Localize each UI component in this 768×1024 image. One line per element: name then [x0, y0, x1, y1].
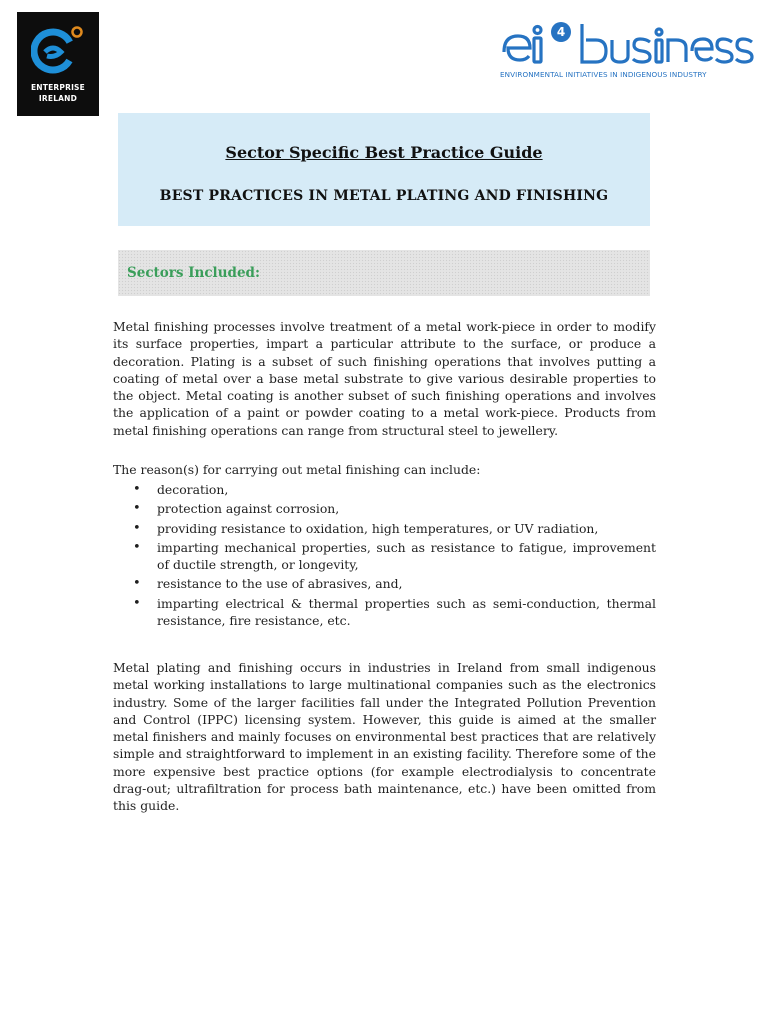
ei-swirl-icon — [31, 24, 85, 80]
list-item: • imparting electrical & thermal properties such as semi-conduction, thermal resistance, fire resistance, etc. — [113, 595, 656, 630]
reasons-list — [113, 481, 656, 631]
sectors-box — [118, 250, 650, 296]
scope-paragraph: Metal plating and finishing occurs in industries in Ireland from small indigenous metal working installations to large multinational companies such as the electronics industry. Some of the larger facilities fall under the Integrated Pollution Prevention and Control (IPPC) licensing system. However, this guide is aimed at the smaller metal finishers and mainly focuses on environmental best practices that are relatively simple and straightforward to implement in an existing facility. Therefore some of the more expensive best practice options (for example electrodialysis to concentrate drag-out; ultrafiltration for process bath maintenance, etc.) have been omitted from this guide. — [113, 660, 656, 814]
svg-text:4: 4 — [556, 25, 566, 39]
list-item: • resistance to the use of abrasives, and, — [113, 575, 656, 592]
ei-logo-line2: IRELAND — [38, 94, 78, 103]
intro-paragraph: Metal finishing processes involve treatment of a metal work-piece in order to modify its surface properties, impart a particular attribute to the surface, or produce a decoration. Plating is a subset of such finishing operations that involves putting a coating of metal over a base metal substrate to give various desirable properties to the object. Metal coating is another subset of such finishing operations and involves the application of a paint or powder coating to a metal work-piece. Products from metal finishing operations can range from structural steel to jewellery. — [113, 319, 656, 438]
ei-logo-line1: ENTERPRISE — [30, 83, 85, 92]
enterprise-ireland-logo — [17, 12, 99, 116]
page-subtitle: BEST PRACTICES IN METAL PLATING AND FINISHING — [159, 188, 609, 204]
list-item: • protection against corrosion, — [113, 500, 656, 517]
title-box — [118, 113, 650, 226]
sectors-label: Sectors Included: — [127, 265, 260, 281]
reasons-intro: The reason(s) for carrying out metal finishing can include: — [113, 462, 481, 477]
ei4business-wordmark — [498, 20, 754, 70]
ei4business-tagline: ENVIRONMENTAL INITIATIVES IN INDIGENOUS INDUSTRY — [500, 70, 707, 79]
page-title: Sector Specific Best Practice Guide — [225, 143, 543, 162]
list-item: • providing resistance to oxidation, high temperatures, or UV radiation, — [113, 520, 656, 537]
list-item: • imparting mechanical properties, such as resistance to fatigue, improvement of ductile strength, or longevity, — [113, 539, 656, 574]
list-item: • decoration, — [113, 481, 656, 498]
ei4business-logo — [498, 20, 754, 82]
